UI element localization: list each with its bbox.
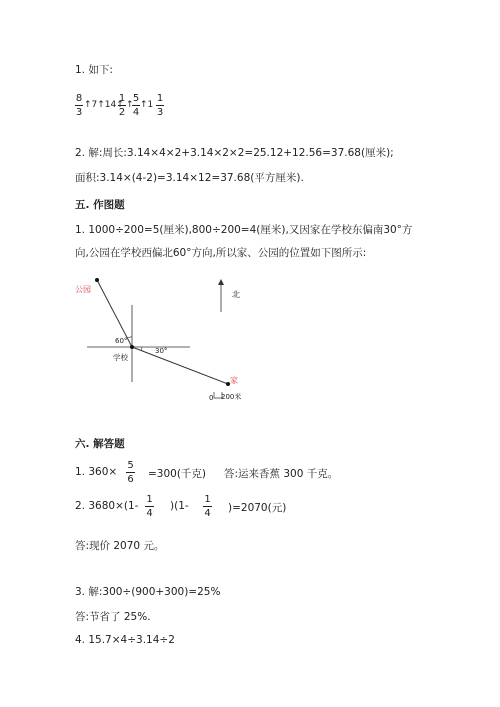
fraction: 1 4 <box>204 494 211 519</box>
section5-p1: 1. 1000÷200=5(厘米),800÷200=4(厘米),又因家在学校东偏南30°方 <box>75 224 413 236</box>
s6-q1-answer: 答:运来香蕉 300 千克。 <box>224 468 339 480</box>
scale-zero: 0 <box>209 394 214 402</box>
fraction: 1 3 <box>156 93 164 118</box>
s6-q4: 4. 15.7×4÷3.14÷2 <box>75 634 175 646</box>
q1-sep: ↑1 <box>140 100 154 110</box>
fraction: 5 6 <box>127 460 134 485</box>
fraction: 1 4 <box>146 494 153 519</box>
s6-q2-a: 2. 3680×(1- <box>75 500 139 512</box>
home-label: 家 <box>230 376 238 385</box>
north-arrowhead <box>218 279 224 285</box>
school-label: 学校 <box>113 353 128 362</box>
park-label: 公园 <box>75 285 91 294</box>
angle-arc-60 <box>127 337 132 338</box>
fraction: 1 2 <box>118 93 126 118</box>
north-label: 北 <box>232 290 240 299</box>
s6-q2-c: )=2070(元) <box>228 502 287 514</box>
scale-label: 200米 <box>221 393 242 401</box>
location-diagram <box>75 270 255 410</box>
section5-title: 五. 作图题 <box>75 199 125 211</box>
s6-q2-b: )(1- <box>170 500 189 512</box>
fraction: 5 4 <box>132 93 140 118</box>
q1-sep: ↑ <box>126 100 134 110</box>
park-point <box>95 278 99 282</box>
q1-label: 1. 如下: <box>75 64 113 76</box>
school-home-line <box>132 347 228 384</box>
school-point <box>130 345 134 349</box>
s6-q3: 3. 解:300÷(900+300)=25% <box>75 586 221 598</box>
q2-line2: 面积:3.14×(4-2)=3.14×12=37.68(平方厘米). <box>75 172 304 184</box>
section5-p2: 向,公园在学校西偏北60°方向,所以家、公园的位置如下图所示: <box>75 247 367 259</box>
s6-q1-a: 1. 360× <box>75 466 118 478</box>
s6-q1-b: =300(千克) <box>148 468 207 480</box>
s6-q3-answer: 答:节省了 25%. <box>75 611 151 623</box>
angle-30-label: 30° <box>155 347 168 355</box>
section6-title: 六. 解答题 <box>75 438 125 450</box>
angle-60-label: 60° <box>115 337 128 345</box>
fraction: 8 3 <box>75 93 83 118</box>
q2-line1: 2. 解:周长:3.14×4×2+3.14×2×2=25.12+12.56=37.68(厘米); <box>75 147 394 159</box>
q1-sep: ↑7↑14↑ <box>84 100 124 110</box>
s6-q2-answer: 答:现价 2070 元。 <box>75 540 165 552</box>
